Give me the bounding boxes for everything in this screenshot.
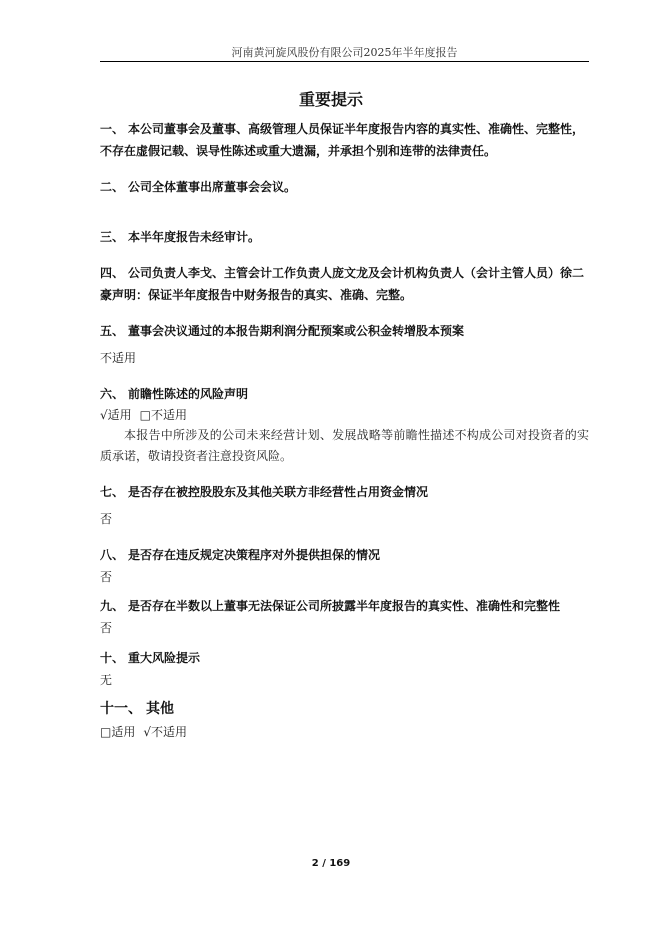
option-not-applicable: □不适用 — [139, 408, 187, 422]
item-number: 三、 — [100, 230, 125, 244]
applicability-options — [100, 405, 589, 425]
option-not-applicable: √不适用 — [143, 725, 187, 739]
notice-item-9 — [100, 595, 589, 639]
item-text: 是否存在被控股股东及其他关联方非经营性占用资金情况 — [128, 485, 429, 499]
item-text: 公司全体董事出席董事会会议。 — [128, 180, 297, 194]
notice-item-5 — [100, 320, 589, 369]
page-header: 河南黄河旋风股份有限公司2025年半年度报告 — [231, 46, 458, 59]
item-answer: 无 — [100, 673, 113, 687]
item-text: 董事会决议通过的本报告期利润分配预案或公积金转增股本预案 — [128, 324, 465, 338]
notice-item-1 — [100, 118, 589, 162]
risk-statement-paragraph: 本报告中所涉及的公司未来经营计划、发展战略等前瞻性描述不构成公司对投资者的实质承诺，敬请投资者注意投资风险。 — [100, 428, 589, 463]
notice-item-7 — [100, 481, 589, 530]
applicability-options — [100, 722, 589, 742]
item-text: 本半年度报告未经审计。 — [128, 230, 261, 244]
page-title: 重要提示 — [298, 90, 363, 109]
item-text: 是否存在半数以上董事无法保证公司所披露半年度报告的真实性、准确性和完整性 — [128, 599, 561, 613]
item-number: 八、 — [100, 548, 125, 562]
option-applicable: √适用 — [100, 408, 132, 422]
item-text: 前瞻性陈述的风险声明 — [128, 387, 249, 401]
item-number: 十一、 — [100, 701, 142, 717]
item-text: 是否存在违反规定决策程序对外提供担保的情况 — [128, 548, 381, 562]
item-number: 六、 — [100, 387, 125, 401]
item-answer: 否 — [100, 512, 113, 526]
item-text: 本公司董事会及董事、高级管理人员保证半年度报告内容的真实性、准确性、完整性，不存在虚假记载、误导性陈述或重大遗漏，并承担个别和连带的法律责任。 — [100, 122, 585, 158]
item-number: 五、 — [100, 324, 125, 338]
notice-item-4 — [100, 262, 589, 306]
notice-item-10 — [100, 647, 589, 691]
item-answer: 不适用 — [100, 351, 137, 365]
item-text: 重大风险提示 — [128, 651, 201, 665]
item-number: 七、 — [100, 485, 125, 499]
notice-item-6 — [100, 383, 589, 467]
item-number: 一、 — [100, 122, 125, 136]
item-number: 二、 — [100, 180, 125, 194]
item-text: 其他 — [146, 701, 174, 717]
option-applicable: □适用 — [100, 725, 136, 739]
header-divider — [100, 61, 589, 62]
notice-item-8 — [100, 544, 589, 588]
item-number: 四、 — [100, 266, 125, 280]
notice-item-11 — [100, 698, 589, 742]
item-number: 十、 — [100, 651, 125, 665]
notice-item-2 — [100, 176, 589, 198]
notice-item-3 — [100, 226, 589, 248]
item-answer: 否 — [100, 570, 113, 584]
page-number: 2 / 169 — [311, 858, 351, 869]
item-number: 九、 — [100, 599, 125, 613]
item-text: 公司负责人李戈、主管会计工作负责人庞文龙及会计机构负责人（会计主管人员）徐二豪声明：保证半年度报告中财务报告的真实、准确、完整。 — [100, 266, 585, 302]
item-answer: 否 — [100, 621, 113, 635]
